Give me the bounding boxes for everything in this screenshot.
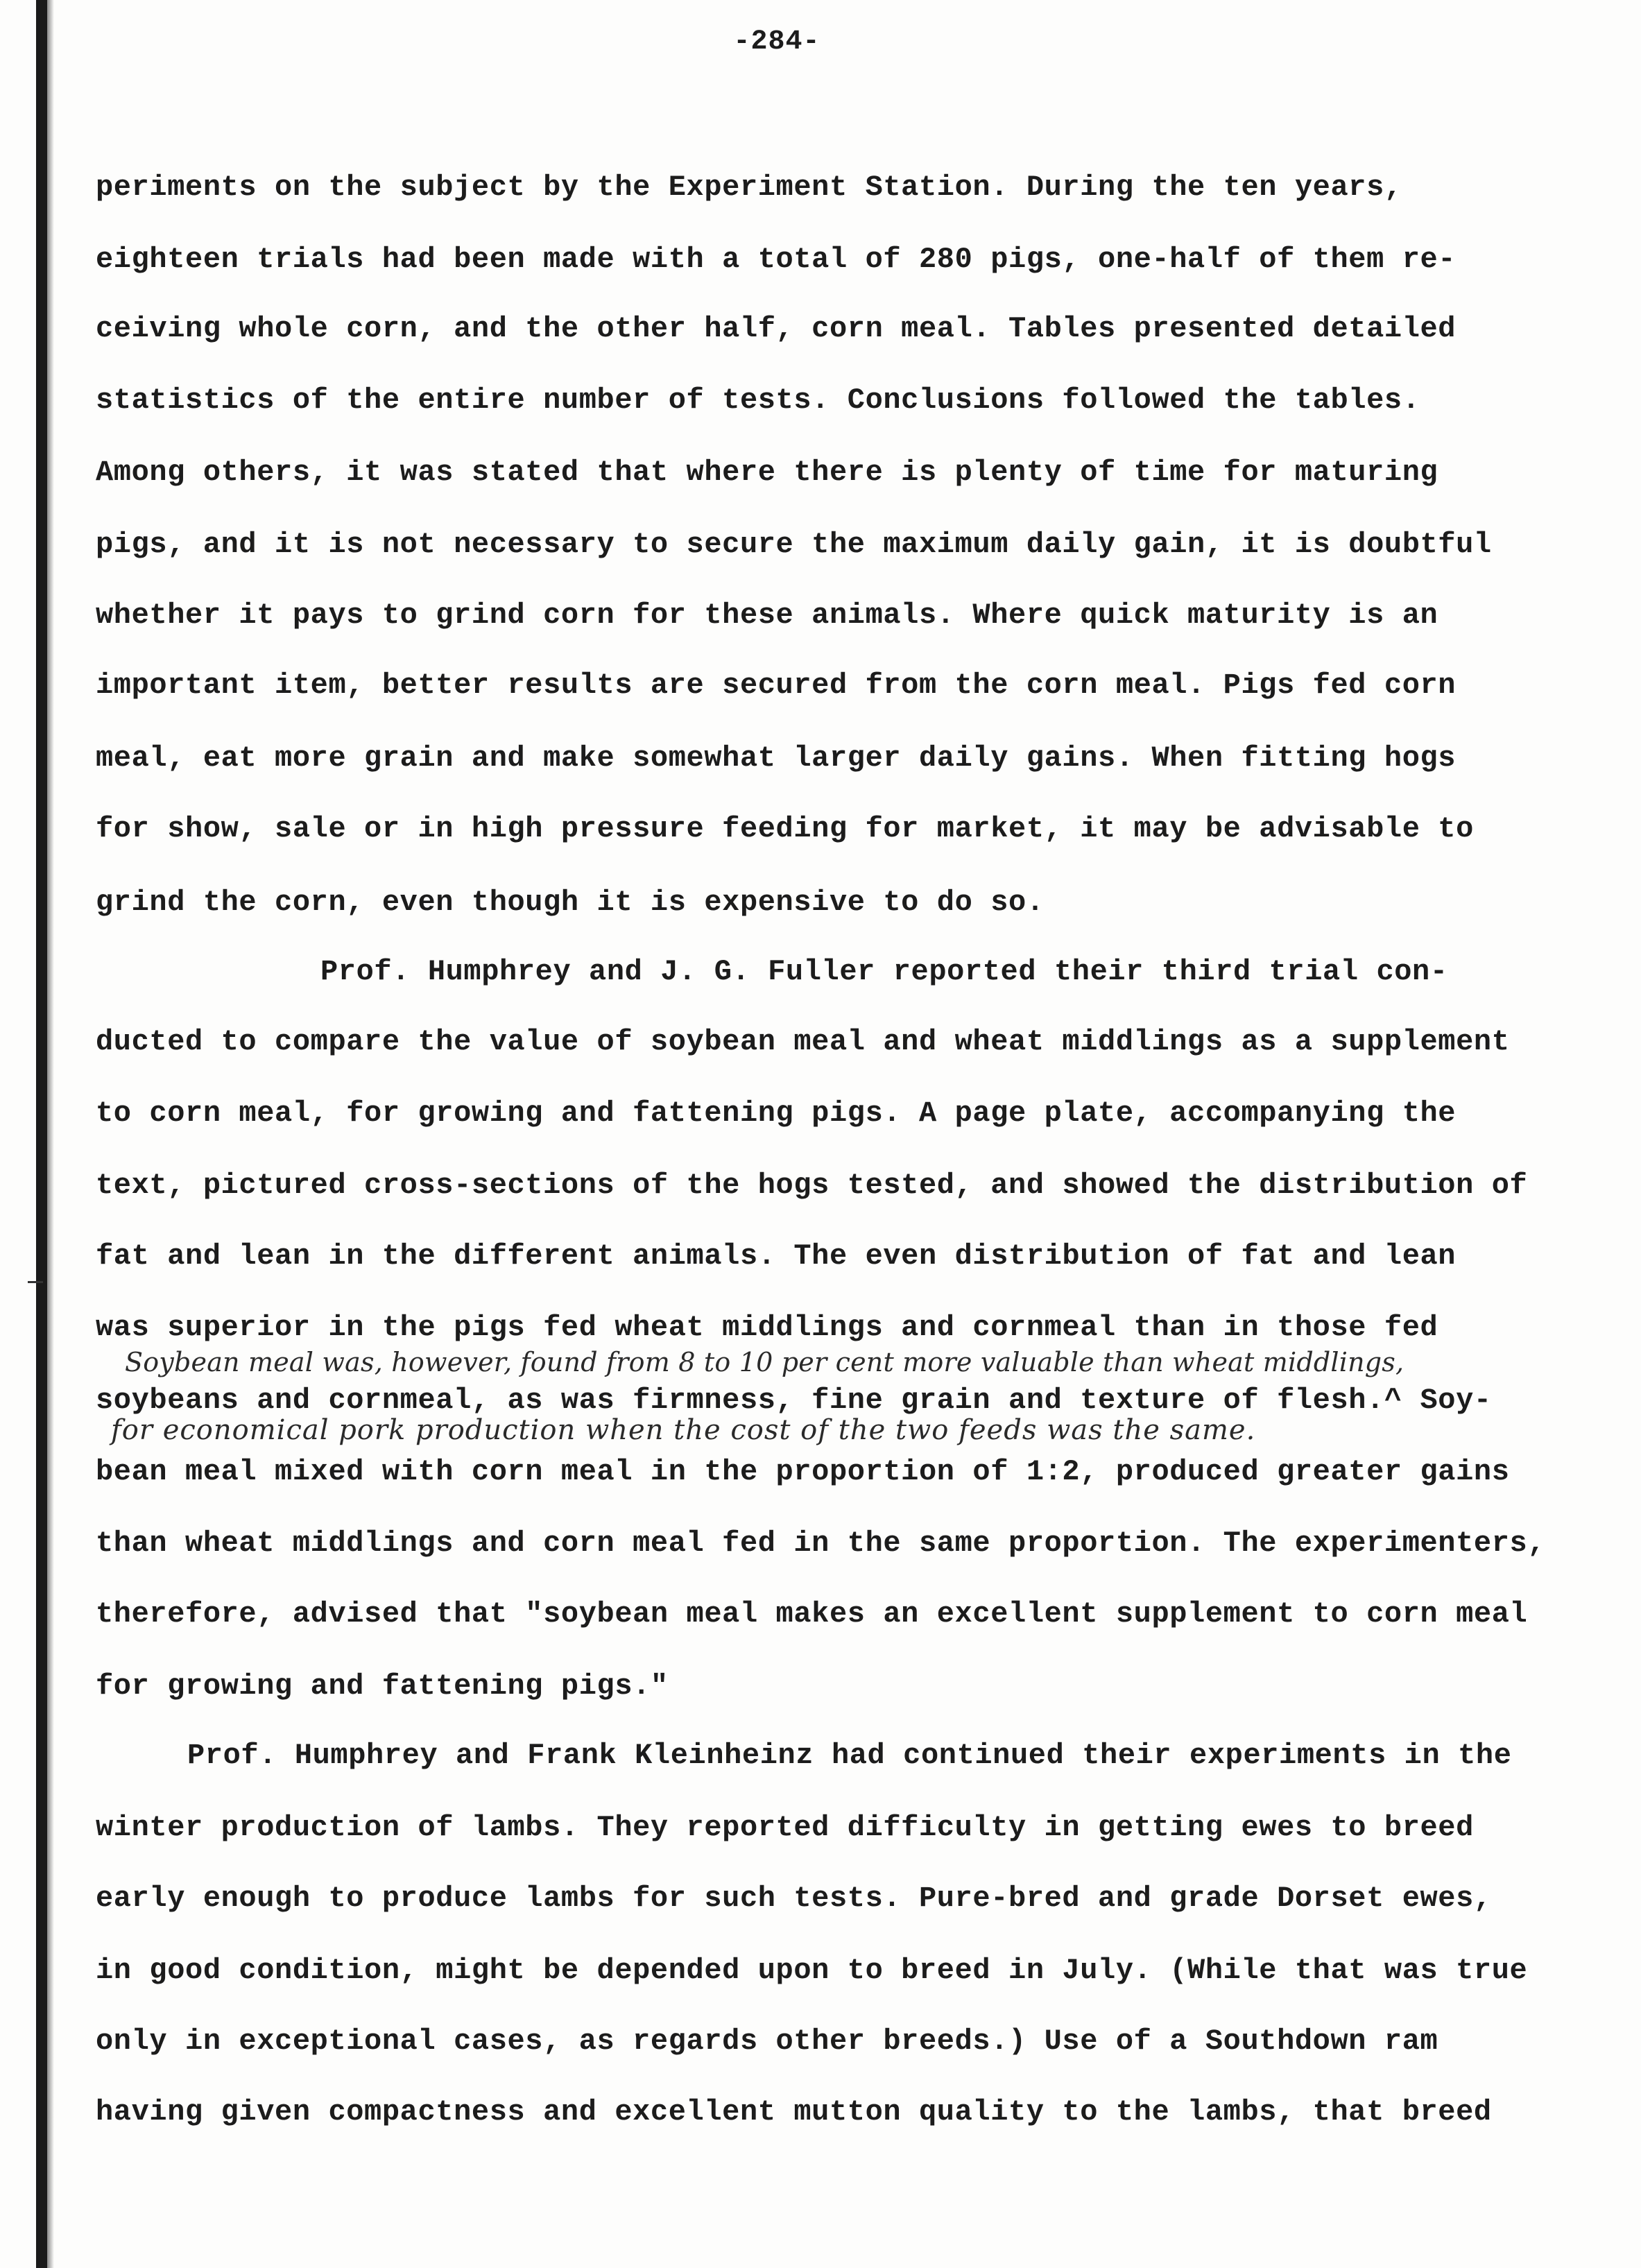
text-line-13: ducted to compare the value of soybean meal and wheat middlings as a supplement [96, 1025, 1510, 1058]
text-line-19: bean meal mixed with corn meal in the proportion of 1:2, produced greater gains [96, 1455, 1510, 1488]
text-line-21: therefore, advised that "soybean meal makes an excellent supplement to corn meal [96, 1597, 1528, 1631]
text-line-24: winter production of lambs. They reported difficulty in getting ewes to breed [96, 1811, 1474, 1844]
page-left-edge [36, 0, 47, 2268]
page-edge-shadow [47, 0, 54, 2268]
text-line-27: only in exceptional cases, as regards other breeds.) Use of a Southdown ram [96, 2025, 1438, 2058]
margin-mark [28, 1281, 43, 1283]
text-line-3: ceiving whole corn, and the other half, corn meal. Tables presented detailed [96, 312, 1457, 345]
text-line-4: statistics of the entire number of tests. Conclusions followed the tables. [96, 384, 1420, 417]
text-line-2: eighteen trials had been made with a total of 280 pigs, one-half of them re- [96, 243, 1457, 276]
text-line-1: periments on the subject by the Experiment Station. During the ten years, [96, 171, 1402, 204]
text-line-18: soybeans and cornmeal, as was firmness, fine grain and texture of flesh.^ Soy- [96, 1384, 1492, 1417]
text-line-5: Among others, it was stated that where there is plenty of time for maturing [96, 456, 1438, 489]
text-line-8: important item, better results are secured from the corn meal. Pigs fed corn [96, 669, 1457, 702]
text-line-10: for show, sale or in high pressure feeding for market, it may be advisable to [96, 812, 1474, 845]
text-line-11: grind the corn, even though it is expensive to do so. [96, 886, 1045, 919]
text-line-28: having given compactness and excellent mutton quality to the lambs, that breed [96, 2095, 1492, 2129]
text-line-6: pigs, and it is not necessary to secure the maximum daily gain, it is doubtful [96, 528, 1492, 561]
page-number: -284- [733, 26, 820, 58]
text-line-25: early enough to produce lambs for such tests. Pure-bred and grade Dorset ewes, [96, 1882, 1492, 1915]
text-line-17: was superior in the pigs fed wheat middlings and cornmeal than in those fed [96, 1311, 1438, 1344]
text-line-22: for growing and fattening pigs." [96, 1669, 669, 1703]
text-line-23: Prof. Humphrey and Frank Kleinheinz had continued their experiments in the [187, 1739, 1512, 1772]
text-line-7: whether it pays to grind corn for these animals. Where quick maturity is an [96, 599, 1438, 632]
handwritten-insert-line-1: Soybean meal was, however, found from 8 to 10 per cent more valuable than wheat middlings, [125, 1347, 1404, 1377]
handwritten-insert-line-2: for economical pork production when the cost of the two feeds was the same. [111, 1414, 1256, 1446]
text-line-12: Prof. Humphrey and J. G. Fuller reported their third trial con- [320, 955, 1448, 988]
text-line-16: fat and lean in the different animals. The even distribution of fat and lean [96, 1239, 1457, 1273]
text-line-14: to corn meal, for growing and fattening pigs. A page plate, accompanying the [96, 1097, 1457, 1130]
text-line-9: meal, eat more grain and make somewhat larger daily gains. When fitting hogs [96, 741, 1457, 775]
text-line-15: text, pictured cross-sections of the hogs tested, and showed the distribution of [96, 1169, 1528, 1202]
text-line-20: than wheat middlings and corn meal fed in the same proportion. The experimenters, [96, 1527, 1546, 1560]
text-line-26: in good condition, might be depended upon to breed in July. (While that was true [96, 1954, 1528, 1987]
